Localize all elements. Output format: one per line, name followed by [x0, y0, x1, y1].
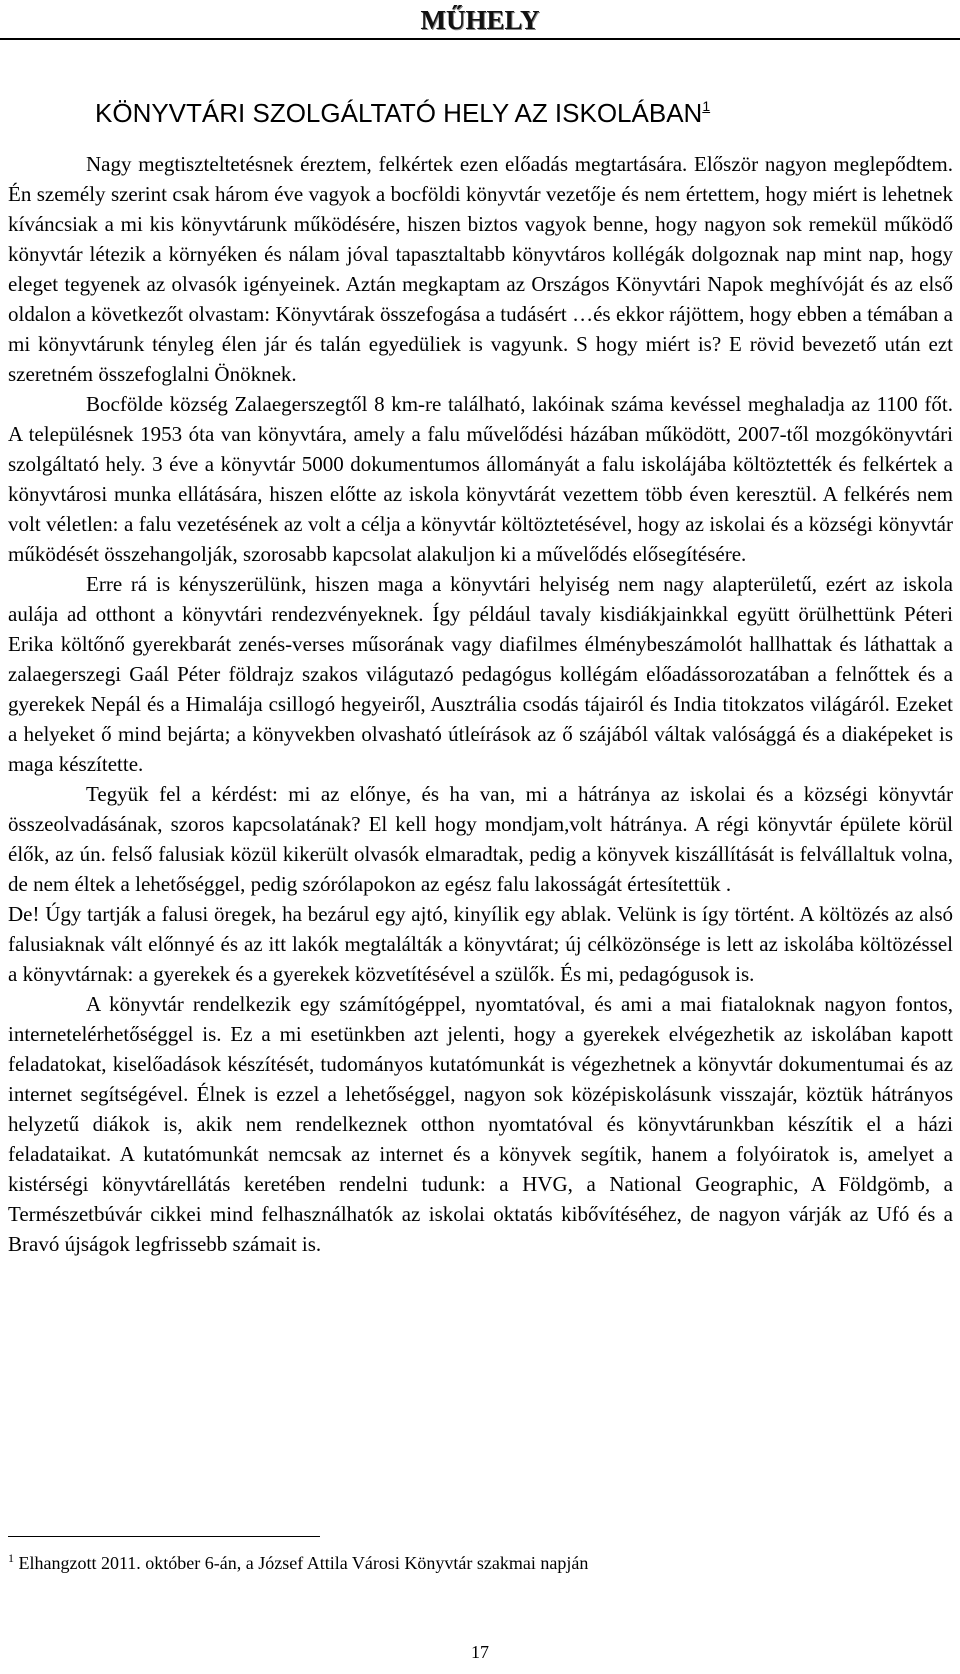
article-body	[8, 149, 953, 1259]
header-divider	[0, 38, 960, 40]
paragraph-advantages: De! Úgy tartják a falusi öregek, ha bezárul egy ajtó, kinyílik egy ablak. Velünk is így történt. A költözés az alsó falusiaknak vált előnnyé és az itt lakók megtalálták a könyvtárat; új célközönsége is lett az iskolába költözéssel a könyvtárnak: a gyerekek és a gyerekek közvetítésével a szülők. És mi, pedagógusok is.	[8, 902, 953, 986]
article-title-text: KÖNYVTÁRI SZOLGÁLTATÓ HELY AZ ISKOLÁBAN	[95, 98, 703, 128]
footnote-text: Elhangzott 2011. október 6-án, a József Attila Városi Könyvtár szakmai napján	[14, 1553, 589, 1573]
paragraph-intro: Nagy megtiszteltetésnek éreztem, felkértek ezen előadás megtartására. Először nagyon meglepődtem. Én személy szerint csak három éve vagyok a bocföldi könyvtár vezetője és nem értettem, hogy miért is lehetnek kíváncsiak a mi kis könyvtárunk működésére, hiszen biztos vagyok benne, hogy nagyon sok remekül működő könyvtár létezik a környéken és nálam jóval tapasztaltabb könyvtáros kollégák dolgoznak nap mint nap, hogy eleget tegyenek az olvasók igényeinek. Aztán megkaptam az Országos Könyvtári Napok meghívóját és az első oldalon a következőt olvastam: Könyvtárak összefogása a tudásért …és ekkor rájöttem, hogy ebben a témában a mi könyvtárunk tényleg élen jár és talán egyedüliek is vagyunk. S hogy miért is? E rövid bevezető után ezt szeretném összefoglalni Önöknek.	[8, 152, 953, 386]
paragraph-question: Tegyük fel a kérdést: mi az előnye, és ha van, mi a hátránya az iskolai és a községi könyvtár összeolvadásának, szoros kapcsolatának? El kell hogy mondjam,volt hátránya. A régi könyvtár épülete körül élők, az ún. felső falusiak közül kikerült olvasók elmaradtak, pedig a könyvek kiszállítását is felvállaltuk volna, de nem éltek a lehetőséggel, pedig szórólapokon az egész falu lakosságát értesítettük .	[8, 782, 953, 896]
footnote-marker: 1	[8, 1551, 14, 1565]
footnote-divider	[8, 1536, 320, 1537]
article-title	[95, 89, 710, 130]
footnote-reference[interactable]: 1	[702, 98, 711, 114]
footnote	[8, 1547, 928, 1574]
section-header: MŰHELY	[420, 5, 540, 35]
paragraph-bocfolde: Bocfölde község Zalaegerszegtől 8 km-re található, lakóinak száma kevéssel meghaladja az 1100 főt. A településnek 1953 óta van könyvtára, amely a falu művelődési házában működött, 2007-től mozgókönyvtári szolgáltató hely. 3 éve a könyvtár 5000 dokumentumos állományát a falu iskolájába költöztették és felkértek a könyvtárosi munka ellátására, hiszen előtte az iskola könyvtárát vezettem több éven keresztül. A felkérés nem volt véletlen: a falu vezetésének az volt a célja a könyvtár költöztetésével, hogy az iskolai és a községi könyvtár működését összehangolják, szorosabb kapcsolat alakuljon ki a művelődés elősegítésére.	[8, 392, 953, 566]
paragraph-events: Erre rá is kényszerülünk, hiszen maga a könyvtári helyiség nem nagy alapterületű, ezért az iskola aulája ad otthont a könyvtári rendezvényeknek. Így például tavaly kisdiákjainkkal együtt örülhettünk Péteri Erika költőnő gyerekbarát zenés-verses műsorának vagy diafilmes élménybeszámolót hallhattak és láthattak a zalaegerszegi Gaál Péter földrajz szakos világutazó pedagógus kollégám előadássorozatában a felnőttek és a gyerekek Nepál és a Himalája csillogó hegyeiről, Ausztrália csodás tájairól és India titokzatos világáról. Ezeket a helyeket ő mind bejárta; a könyvekben olvasható útleírások az ő szájából váltak valósággá és a diaképeket is maga készítette.	[8, 572, 953, 776]
paragraph-computer: A könyvtár rendelkezik egy számítógéppel, nyomtatóval, és ami a mai fiataloknak nagyon fontos, internetelérhetőséggel is. Ez a mi esetünkben azt jelenti, hogy a gyerekek elvégezhetik az iskolában kapott feladatokat, kiselőadások készítését, tudományos kutatómunkát is végezhetnek a könyvtár dokumentumai és az internet segítségével. Élnek is ezzel a lehetőséggel, nagyon sok középiskolásunk visszajár, köztük hátrányos helyzetű diákok is, akik nem rendelkeznek otthon nyomtatóval és könyvtárunkban készítik el a házi feladataikat. A kutatómunkát nemcsak az internet és a könyvek segítik, hanem a folyóiratok is, amelyet a kistérségi könyvtárellátás keretében rendelni tudunk: a HVG, a National Geographic, A Földgömb, a Természetbúvár cikkei mind felhasználhatók az iskolai oktatás kibővítéséhez, de nagyon várják az Ufó és a Bravó újságok legfrissebb számait is.	[8, 992, 953, 1256]
page-number: 17	[471, 1642, 489, 1662]
